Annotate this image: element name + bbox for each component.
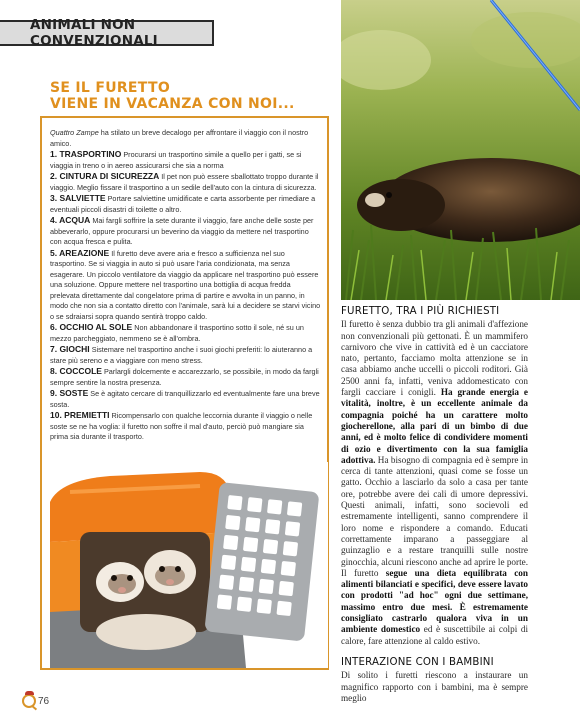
list-item: [50, 149, 322, 171]
list-item: [50, 410, 322, 443]
list-item: [50, 248, 322, 323]
item-title: 2. CINTURA DI SICUREZZA: [50, 171, 160, 181]
page-number: 76: [38, 695, 50, 707]
sidebar-intro: [50, 128, 322, 149]
item-text: Sistemare nel trasportino anche i suoi giochi preferiti: lo aiuteranno a stare più sereno e a viaggiare con meno stress.: [50, 345, 313, 365]
list-item: [50, 171, 322, 193]
list-item: [50, 344, 322, 366]
intro-lead: Quattro Zampe: [50, 128, 99, 137]
list-item: [50, 193, 322, 215]
list-item: [50, 215, 322, 248]
sidebar-title: [50, 80, 295, 112]
article-run: Ha bisogno di compagnia ed è sempre in cerca di tante attenzioni, quasi come se fosse un gatto. Occhio a lasciarlo da solo a casa per tante ore, potrebbe avere dei cali di umore depressivi. Questi animali, infatti, sono socievoli ed estremamente intelligenti, sanno comprendere il loro nome e rispondere a comando. Educati correttamente imparano a passeggiare al guinzaglio e a restare tranquilli sulle nostre ginocchia, alcuni riescono anche ad aprire le porte. Il furetto: [341, 454, 528, 578]
article-run: ed è suscettibile ai colpi di calore, fare attenzione al caldo estivo.: [341, 624, 529, 646]
magazine-logo-icon: [22, 694, 36, 708]
article-run-bold: Ha grande energia e vitalità, inoltre, è un eccellente animale da compagnia poiché ha un carattere molto giocherellone, alla pari di un bimbo di due anni, ed è molto felice di condividere momenti di ozio e divertimento con la sua famiglia adottiva.: [341, 387, 528, 465]
ferret-carrier-photo: [50, 462, 328, 668]
carrier-illustration: [50, 462, 328, 668]
sidebar-text: [50, 128, 322, 443]
article: [341, 306, 528, 704]
article-heading-2: INTERAZIONE CON I BAMBINI: [341, 656, 494, 668]
item-title: 7. GIOCHI: [50, 344, 90, 354]
sidebar-title-line2: VIENE IN VACANZA CON NOI...: [50, 96, 295, 112]
item-text: Se è agitato cercare di tranquillizzarlo ed eventualmente fare una breve sosta.: [50, 389, 320, 409]
item-title: 4. ACQUA: [50, 215, 91, 225]
ferret-grass-photo: [341, 0, 580, 300]
section-tab: [0, 17, 214, 49]
item-text: Parlargli dolcemente e accarezzarlo, se possibile, in modo da fargli sempre sentire la nostra presenza.: [50, 367, 319, 387]
item-text: Ricompensarlo con qualche leccornia durante il viaggio o nelle soste se ne ha voglia: il furetto non soffre il mal d'auto, perciò può mangiare sia prima sia durante il trasporto.: [50, 411, 313, 441]
item-title: 5. AREAZIONE: [50, 247, 110, 258]
item-title: 1. TRASPORTINO: [50, 149, 122, 159]
item-text: Il pet non può essere sballottato troppo durante il viaggio. Meglio fissare il trasportino a un sedile dell'auto con la cintura di sicurezza.: [50, 172, 319, 192]
list-item: [50, 366, 322, 388]
sidebar-title-line1: SE IL FURETTO: [50, 80, 171, 96]
list-item: [50, 388, 322, 410]
article-run: Il furetto è senza dubbio tra gli animali d'affezione non convenzionali più gettonati. È un mammifero carnivoro che vive in cattività ed è un cacciatore nato, pertanto, facciamo molta attenzione se in casa abbiamo anche uccelli o piccoli roditori. Già 2500 anni fa, infatti, veniva addomesticato con fargli cacciare i conigli.: [341, 319, 528, 398]
article-run-bold: segue una dieta equilibrata con alimenti bilanciati e specifici, deve essere lavato con prodotti "ad hoc" ogni due settimane, massimo entro due mesi. È estremamente consigliato castrarlo qualora viva in un ambiente domestico: [341, 567, 528, 635]
item-title: 3. SALVIETTE: [50, 193, 106, 203]
section-label: ANIMALI NON CONVENZIONALI: [30, 17, 158, 49]
item-text: Portare salviettine umidificate e carta assorbente per rimediare a eventuali piccoli disastri di toilette o altro.: [50, 194, 316, 214]
article-paragraph-2: Di solito i furetti riescono a instaurare un magnifico rapporto con i bambini, ma è sempre meglio: [341, 670, 528, 703]
article-heading-1: FURETTO, TRA I PIÙ RICHIESTI: [341, 306, 500, 317]
intro-rest: ha stilato un breve decalogo per affrontare il viaggio con il nostro amico.: [50, 128, 309, 148]
item-text: Mai fargli soffrire la sete durante il viaggio, fare anche delle soste per abbeverarlo, oppure procurarsi un beverino da viaggio da mettere nel trasportino con acqua fresca e pulita.: [50, 216, 314, 246]
page-footer: [22, 694, 49, 708]
item-title: 9. SOSTE: [50, 388, 89, 398]
ferret-grass-illustration: [341, 0, 580, 300]
article-paragraph-1: [341, 319, 528, 647]
item-text: Il furetto deve avere aria e fresco a sufficienza nel suo trasportino. Se si viaggia in auto si può usare l'aria condizionata, ma senza esagerare. Un piccolo ventilatore da viaggio da applicare nel trasportino può essere una soluzione. Oppure mettere nel trasportino una bottiglia di acqua fredda prelevata direttamente dal congelatore prima di partire e avvolta in un panno, in modo che non sia a contatto diretto con l'animale, sarà lui a decidere se starvi vicino o se sdraiarsi sopra quando sentirà troppo caldo.: [50, 248, 321, 321]
list-item: [50, 322, 322, 344]
item-text: Procurarsi un trasportino simile a quello per i gatti, se si viaggia in treno o in aereo assicurarsi che sia a norma: [50, 150, 302, 170]
item-title: 10. PREMIETTI: [50, 410, 110, 420]
item-title: 6. OCCHIO AL SOLE: [50, 322, 133, 332]
item-text: Non abbandonare il trasportino sotto il sole, né su un mezzo parcheggiato, nemmeno se è all'ombra.: [50, 323, 304, 343]
item-title: 8. COCCOLE: [50, 366, 102, 376]
